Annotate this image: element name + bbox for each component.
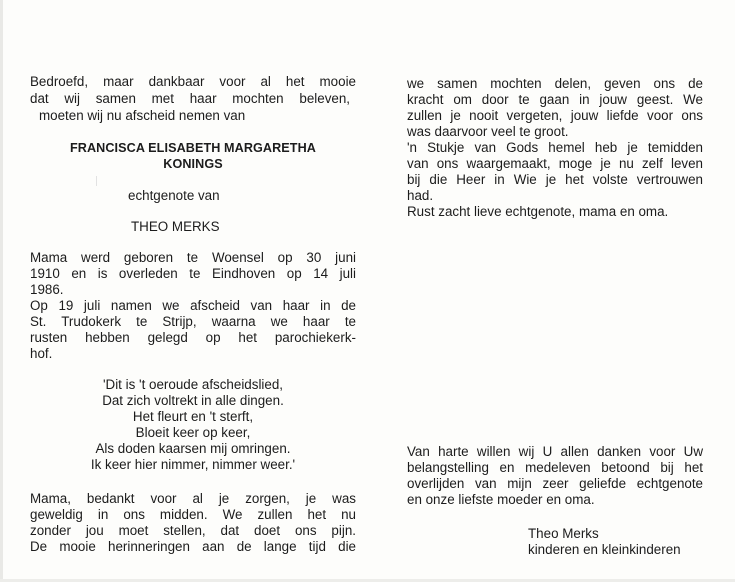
poem-line-5: Als doden kaarsen mij omringen.: [95, 441, 291, 456]
closing-line-4: De mooie herinneringen aan de lange tijd die: [30, 539, 356, 554]
thanks-line-3: overlijden van mijn zeer geliefde echtgenote: [407, 476, 703, 491]
continuation-line-5: 'n Stukje van Gods hemel heb je temidden: [407, 140, 703, 155]
continuation-line-2: kracht om door te gaan in jouw geest. We: [407, 92, 703, 107]
poem-line-6: Ik keer hier nimmer, nimmer weer.': [90, 457, 296, 472]
bio-line-2: 1910 en is overleden te Eindhoven op 14 juli: [30, 266, 356, 281]
continuation-line-6: van ons waargemaakt, moge je nu zelf leven: [407, 156, 703, 171]
deceased-name-line-1: FRANCISCA ELISABETH MARGARETHA: [69, 141, 316, 155]
continuation-line-4: was daarvoor veel te groot.: [407, 124, 569, 139]
poem-line-1: 'Dit is 't oeroude afscheidslied,: [102, 377, 284, 392]
card-left-edge: [0, 0, 3, 582]
bio-line-4: Op 19 juli namen we afscheid van haar in de: [30, 298, 356, 313]
thanks-line-4: en onze liefste moeder en oma.: [407, 492, 595, 507]
deceased-name-line-2: KONINGS: [163, 157, 223, 171]
closing-line-2: geweldig in ons midden. We zullen het nu: [30, 507, 356, 522]
intro-line-1: Bedroefd, maar dankbaar voor al het mooie: [30, 74, 356, 89]
thanks-line-1: Van harte willen wij U allen danken voor Uw: [407, 444, 703, 459]
closing-line-3: zonder jou moet stellen, dat doet ons pijn.: [30, 523, 356, 538]
closing-line-1: Mama, bedankt voor al je zorgen, je was: [30, 491, 356, 506]
bio-line-6: rusten hebben gelegd op het parochiekerk-: [30, 330, 356, 345]
continuation-line-1: we samen mochten delen, geven ons de: [407, 76, 703, 91]
print-mark: [96, 176, 97, 186]
bio-line-1: Mama werd geboren te Woensel op 30 juni: [30, 250, 356, 265]
bio-line-7: hof.: [30, 346, 53, 361]
thanks-line-2: belangstelling en medeleven betoond bij het: [407, 460, 703, 475]
poem-line-4: Bloeit keer op keer,: [135, 425, 251, 440]
bio-line-3: 1986.: [30, 282, 64, 297]
signature-name: Theo Merks: [528, 526, 599, 541]
intro-line-3: moeten wij nu afscheid nemen van: [39, 108, 246, 123]
spouse-name: THEO MERKS: [131, 219, 220, 234]
continuation-line-7: bij die Heer in Wie je het volste vertrouwen: [407, 172, 703, 187]
spouse-label: echtgenote van: [128, 188, 220, 203]
poem-line-3: Het fleurt en 't sterft,: [132, 409, 254, 424]
continuation-line-3: zullen je nooit vergeten, jouw liefde voor ons: [407, 108, 703, 123]
poem-line-2: Dat zich voltrekt in alle dingen.: [102, 393, 284, 408]
bio-line-5: St. Trudokerk te Strijp, waarna we haar te: [30, 314, 356, 329]
continuation-line-9: Rust zacht lieve echtgenote, mama en oma.: [407, 204, 669, 219]
signature-family: kinderen en kleinkinderen: [528, 542, 681, 557]
intro-line-2: dat wij samen met haar mochten beleven,: [30, 91, 350, 106]
continuation-line-8: had.: [407, 188, 434, 203]
